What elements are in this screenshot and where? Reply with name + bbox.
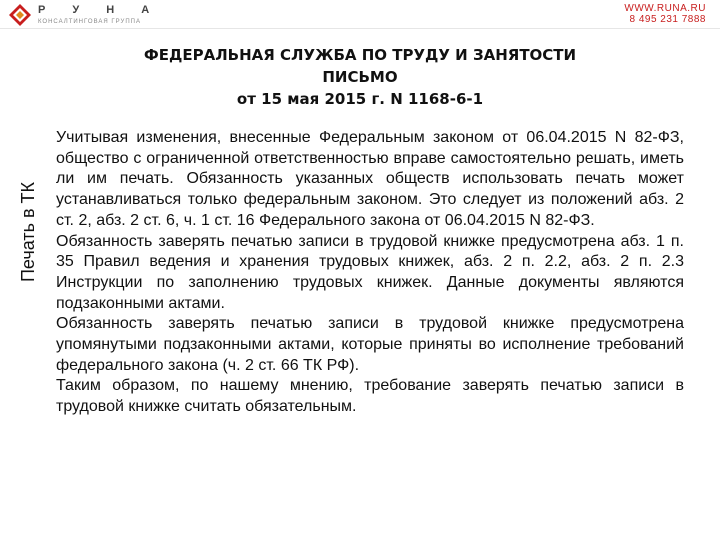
side-label-container <box>18 124 44 340</box>
website-link[interactable]: WWW.RUNA.RU <box>624 3 706 14</box>
paragraph: Таким образом, по нашему мнению, требование заверять печатью записи в трудовой книжке считать обязательным. <box>56 377 684 416</box>
runa-diamond-logo-icon <box>8 3 32 27</box>
paragraph: Обязанность заверять печатью записи в трудовой книжке предусмотрена упомянутыми подзаконными актами, которые приняты во исполнение требований федерального закона (ч. 2 ст. 66 ТК РФ). <box>56 315 684 374</box>
document-body <box>56 128 684 418</box>
top-bar <box>0 0 720 44</box>
divider <box>0 28 720 29</box>
company-logo <box>8 2 161 28</box>
logo-name: Р У Н А <box>38 4 162 16</box>
agency-name: ФЕДЕРАЛЬНАЯ СЛУЖБА ПО ТРУДУ И ЗАНЯТОСТИ <box>143 46 577 64</box>
logo-text <box>38 4 161 26</box>
document-date: от 15 мая 2015 г. N 1168-6-1 <box>236 90 484 108</box>
contacts <box>624 3 706 25</box>
document-header <box>0 44 720 110</box>
logo-tagline: КОНСАЛТИНГОВАЯ ГРУППА <box>38 19 141 25</box>
side-title: Печать в ТК <box>18 182 38 283</box>
paragraph: Обязанность заверять печатью записи в трудовой книжке предусмотрена абз. 1 п. 35 Правил ведения и хранения трудовых книжек, абз. 2 п. 2.2, абз. 2 п. 2.3 Инструкции по заполнению трудовых книжек. Данные документы являются подзаконными актами. <box>56 232 684 312</box>
document-type: ПИСЬМО <box>322 68 398 86</box>
phone-number: 8 495 231 7888 <box>629 14 706 25</box>
paragraph: Учитывая изменения, внесенные Федеральным законом от 06.04.2015 N 82-ФЗ, общество с ограниченной ответственностью вправе самостоятельно решать, иметь ли им печать. Обязанность указанных обществ использовать печать может устанавливаться только федеральным законом. Это следует из положений абз. 2 ст. 2, абз. 2 ст. 6, ч. 1 ст. 16 Федерального закона от 06.04.2015 N 82-ФЗ. <box>56 129 684 229</box>
